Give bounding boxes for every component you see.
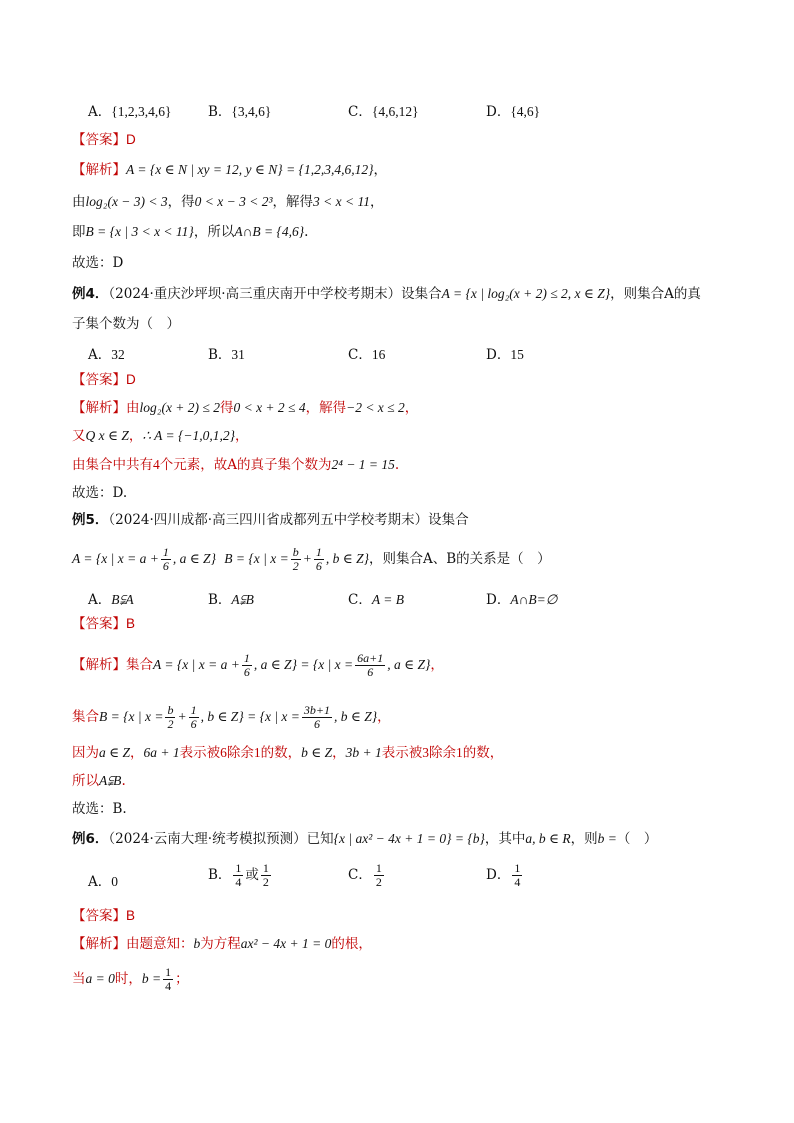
fraction-denominator: 6 [367,665,374,679]
math-expression: −2 < x ≤ 2 [346,400,405,415]
fraction-numerator: 1 [315,545,322,559]
option-text: 31 [231,347,245,362]
option-text: 16 [371,347,386,362]
math-expression: b = [597,831,617,846]
math-expression: A = {x | log₂(x + 2) ≤ 2, x ∈ Z} [441,286,611,301]
math-expression: B = {x | 3 < x < 11} [85,224,194,239]
option-text: A = B [371,592,404,607]
fraction-denominator: 6 [162,559,169,573]
math-expression: b [193,936,201,951]
fraction-numerator: 1 [190,703,197,717]
q5-option-b [208,588,254,608]
q4-stem-line-2 [72,314,180,334]
text: 的数， [260,745,302,761]
q3-solution-line-3 [72,222,308,242]
text: 个元素，故A的真子集个数为 [159,457,332,473]
q4-solution-line-2 [72,426,249,446]
fraction-numerator: 1 [514,861,521,875]
fraction-numerator: 1 [162,545,169,559]
q5-answer [72,614,135,634]
q4-option-c [348,343,385,363]
fraction [374,862,384,889]
option-label: B． [208,592,232,608]
answer-value: B [126,616,136,631]
option-text: {4,6,12} [371,104,419,119]
math-expression: 3 < x < 11 [313,194,370,209]
answer-tag: 【答案】 [72,132,126,148]
text: 除余 [226,745,254,761]
math-expression: ax² − 4x + 1 = 0 [240,936,332,951]
option-text: {3,4,6} [231,104,272,119]
math-expression: , a ∈ Z} [172,551,216,566]
text: ； [175,971,189,987]
q5-solution-line-4 [72,771,126,791]
math-expression: + [177,709,187,724]
math-expression: a = 0 [85,971,115,986]
fraction-denominator: 6 [190,717,197,731]
option-label: C． [348,592,372,608]
answer-tag: 【答案】 [72,616,126,632]
math-expression: + [302,551,312,566]
fraction-numerator: 1 [165,965,172,979]
q6-option-d [486,862,524,889]
text: ，其中 [484,831,526,847]
text: 表示被 [179,745,221,761]
fraction [161,546,171,573]
math-expression: b ∈ Z [301,745,333,760]
math-expression: a ∈ Z [99,745,131,760]
option-text: 32 [111,347,125,362]
fraction [314,546,324,573]
q3-option-c [348,100,419,120]
option-text: A⫋B [231,592,254,607]
text: . [394,457,400,473]
q3-option-d [486,100,540,120]
q4-option-a [88,343,125,363]
text: ， [404,400,419,416]
text: ， [235,428,249,444]
option-label: C． [348,867,372,883]
text: 表示被 [381,745,423,761]
solution-tag: 【解析】 [72,657,126,673]
fraction-denominator: 2 [292,559,299,573]
text: 集合 [126,657,153,673]
text: 为方程 [200,936,241,952]
math-expression: Q x ∈ Z [85,428,129,443]
number: 1 [253,745,261,760]
math-expression: 0 < x + 2 ≤ 4 [233,400,306,415]
text: （ ） [616,831,658,847]
question-source: （2024·四川成都·高三四川省成都列五中学校考期末）设集合 [108,512,469,528]
fraction [355,652,385,679]
q3-answer [72,130,136,150]
text: ，所以 [193,224,235,240]
q5-conclusion [72,799,127,819]
q6-answer [72,906,135,926]
q4-conclusion [72,483,127,503]
math-expression: ∴ A = {−1,0,1,2} [142,428,235,443]
q4-answer [72,370,136,390]
text: 得 [219,400,234,416]
q6-option-b [208,862,273,889]
option-label: D． [486,592,511,608]
fraction-numerator: 1 [243,651,250,665]
text: 由集合中共有 [72,457,153,473]
q5-option-c [348,588,404,608]
text: ，则集合A、B的关系是（ ） [368,551,551,567]
text: ， [377,709,391,725]
text: . [304,224,309,240]
q5-stem-line-1 [72,510,469,530]
math-expression: log₂(x − 3) < 3 [85,194,168,209]
fraction-denominator: 4 [165,979,172,993]
q6-solution-line-1 [72,934,372,954]
example-title: 例5． [72,512,109,528]
math-expression: , b ∈ Z} = {x | x = [200,709,300,724]
fraction-numerator: b [167,703,174,717]
option-label: B． [208,347,232,363]
text: 或 [245,867,259,883]
fraction [165,704,175,731]
math-expression: A∩B = {4,6} [234,224,305,239]
text: 故选：D. [72,485,128,501]
text: 即 [72,224,86,240]
option-text: {4,6} [510,104,541,119]
fraction-denominator: 2 [167,717,174,731]
q6-option-a [88,870,118,890]
example-title: 例6． [72,831,109,847]
solution-tag: 【解析】 [72,936,126,952]
math-expression: a, b ∈ R [525,831,571,846]
math-expression: 3b + 1 [345,745,382,760]
fraction-denominator: 6 [243,665,250,679]
text: ， [130,745,144,761]
text: 由 [72,194,86,210]
answer-tag: 【答案】 [72,372,126,388]
fraction-numerator: 6a+1 [357,651,384,665]
fraction-denominator: 2 [262,875,269,889]
text: 故选：B. [72,801,127,817]
option-label: C． [348,347,372,363]
math-expression: A⫋B [99,773,122,788]
text: ，解得 [305,400,347,416]
math-expression: A = {x | x = a + [153,657,240,672]
option-label: B． [208,104,232,120]
text: 当 [72,971,86,987]
fraction-numerator: 1 [235,861,242,875]
q5-solution-line-1 [72,652,444,679]
text: 由题意知： [126,936,194,952]
math-expression: {x | ax² − 4x + 1 = 0} = {b} [333,831,485,846]
option-label: C． [348,104,372,120]
option-text: B⫋A [111,592,134,607]
option-label: A． [88,874,112,890]
fraction [261,862,271,889]
math-expression: A = {x ∈ N | xy = 12, y ∈ N} = {1,2,3,4,6,12} [126,162,374,177]
q3-option-a [88,100,171,120]
q3-solution-line-1 [72,160,387,180]
q4-option-b [208,343,245,363]
text: ， [370,194,384,210]
answer-tag: 【答案】 [72,908,126,924]
q6-stem [72,829,657,849]
option-label: D． [486,347,511,363]
text: ，则 [570,831,598,847]
text: 由 [126,400,140,416]
fraction-numerator: 1 [375,861,382,875]
option-label: D． [486,104,511,120]
math-expression: A = {x | x = a + [72,551,159,566]
math-expression: , a ∈ Z} = {x | x = [253,657,354,672]
text: ， [332,745,346,761]
math-expression: 0 < x − 3 < 2³ [194,194,273,209]
text: 的根， [331,936,372,952]
option-text: 15 [510,347,524,362]
q5-option-a [88,588,134,608]
number: 3 [422,745,430,760]
q6-solution-line-2 [72,966,189,993]
text: 子集个数为（ ） [72,316,180,332]
fraction [302,704,332,731]
text: 的数， [462,745,504,761]
math-expression: , b ∈ Z} [325,551,369,566]
number: 4 [153,457,160,472]
option-label: D． [486,867,511,883]
text: ，得 [167,194,195,210]
text: ， [128,428,143,444]
text: ，则集合A的真 [610,286,701,302]
math-expression: 2⁴ − 1 = 15 [331,457,395,472]
option-text: {1,2,3,4,6} [111,104,172,119]
option-text: 0 [111,874,118,889]
fraction-denominator: 6 [315,559,322,573]
number: 1 [456,745,463,760]
option-label: A． [88,592,112,608]
q4-stem-line-1 [72,284,701,304]
q3-solution-line-2 [72,192,384,212]
fraction [189,704,199,731]
answer-value: D [126,372,136,387]
fraction-denominator: 4 [514,875,521,889]
option-label: B． [208,867,232,883]
math-expression: B = {x | x = [99,709,164,724]
solution-tag: 【解析】 [72,400,126,416]
fraction-denominator: 2 [375,875,382,889]
fraction [242,652,252,679]
text: 因为 [72,745,99,761]
text: ， [373,162,387,178]
answer-value: D [126,132,136,147]
fraction [163,966,173,993]
fraction-denominator: 6 [313,717,320,731]
q5-option-d [486,588,557,608]
q5-solution-line-3 [72,743,503,763]
number: 6 [220,745,227,760]
text: 集合 [72,709,99,725]
q6-option-c [348,862,386,889]
example-title: 例4． [72,286,109,302]
question-source: （2024·云南大理·统考模拟预测）已知 [108,831,334,847]
math-expression: B = {x | x = [224,551,289,566]
fraction [512,862,522,889]
math-expression: , b ∈ Z} [334,709,378,724]
text: . [121,773,126,789]
q5-stem-line-2 [72,546,551,573]
math-expression: 6a + 1 [143,745,180,760]
fraction-numerator: 3b+1 [303,703,331,717]
text: 时， [114,971,142,987]
q4-solution-line-3 [72,455,399,475]
option-text: A∩B=∅ [510,592,558,607]
math-expression: b = [141,971,162,986]
text: 故选：D [72,255,124,271]
fraction [233,862,243,889]
question-source: （2024·重庆沙坪坝·高三重庆南开中学校考期末）设集合 [108,286,442,302]
math-expression: , a ∈ Z} [387,657,431,672]
fraction [291,546,301,573]
text: 所以 [72,773,99,789]
math-expression: log₂(x + 2) ≤ 2 [139,400,220,415]
option-label: A． [88,347,112,363]
fraction-numerator: b [292,545,299,559]
q4-solution-line-1 [72,398,418,418]
text: ，解得 [272,194,314,210]
q3-option-b [208,100,271,120]
option-label: A． [88,104,112,120]
q4-option-d [486,343,524,363]
q5-solution-line-2 [72,704,391,731]
fraction-numerator: 1 [262,861,269,875]
text: 除余 [429,745,457,761]
text: ， [430,657,444,673]
q3-conclusion [72,253,123,273]
answer-value: B [126,908,136,923]
fraction-denominator: 4 [235,875,242,889]
text: 又 [72,428,86,444]
solution-tag: 【解析】 [72,162,126,178]
